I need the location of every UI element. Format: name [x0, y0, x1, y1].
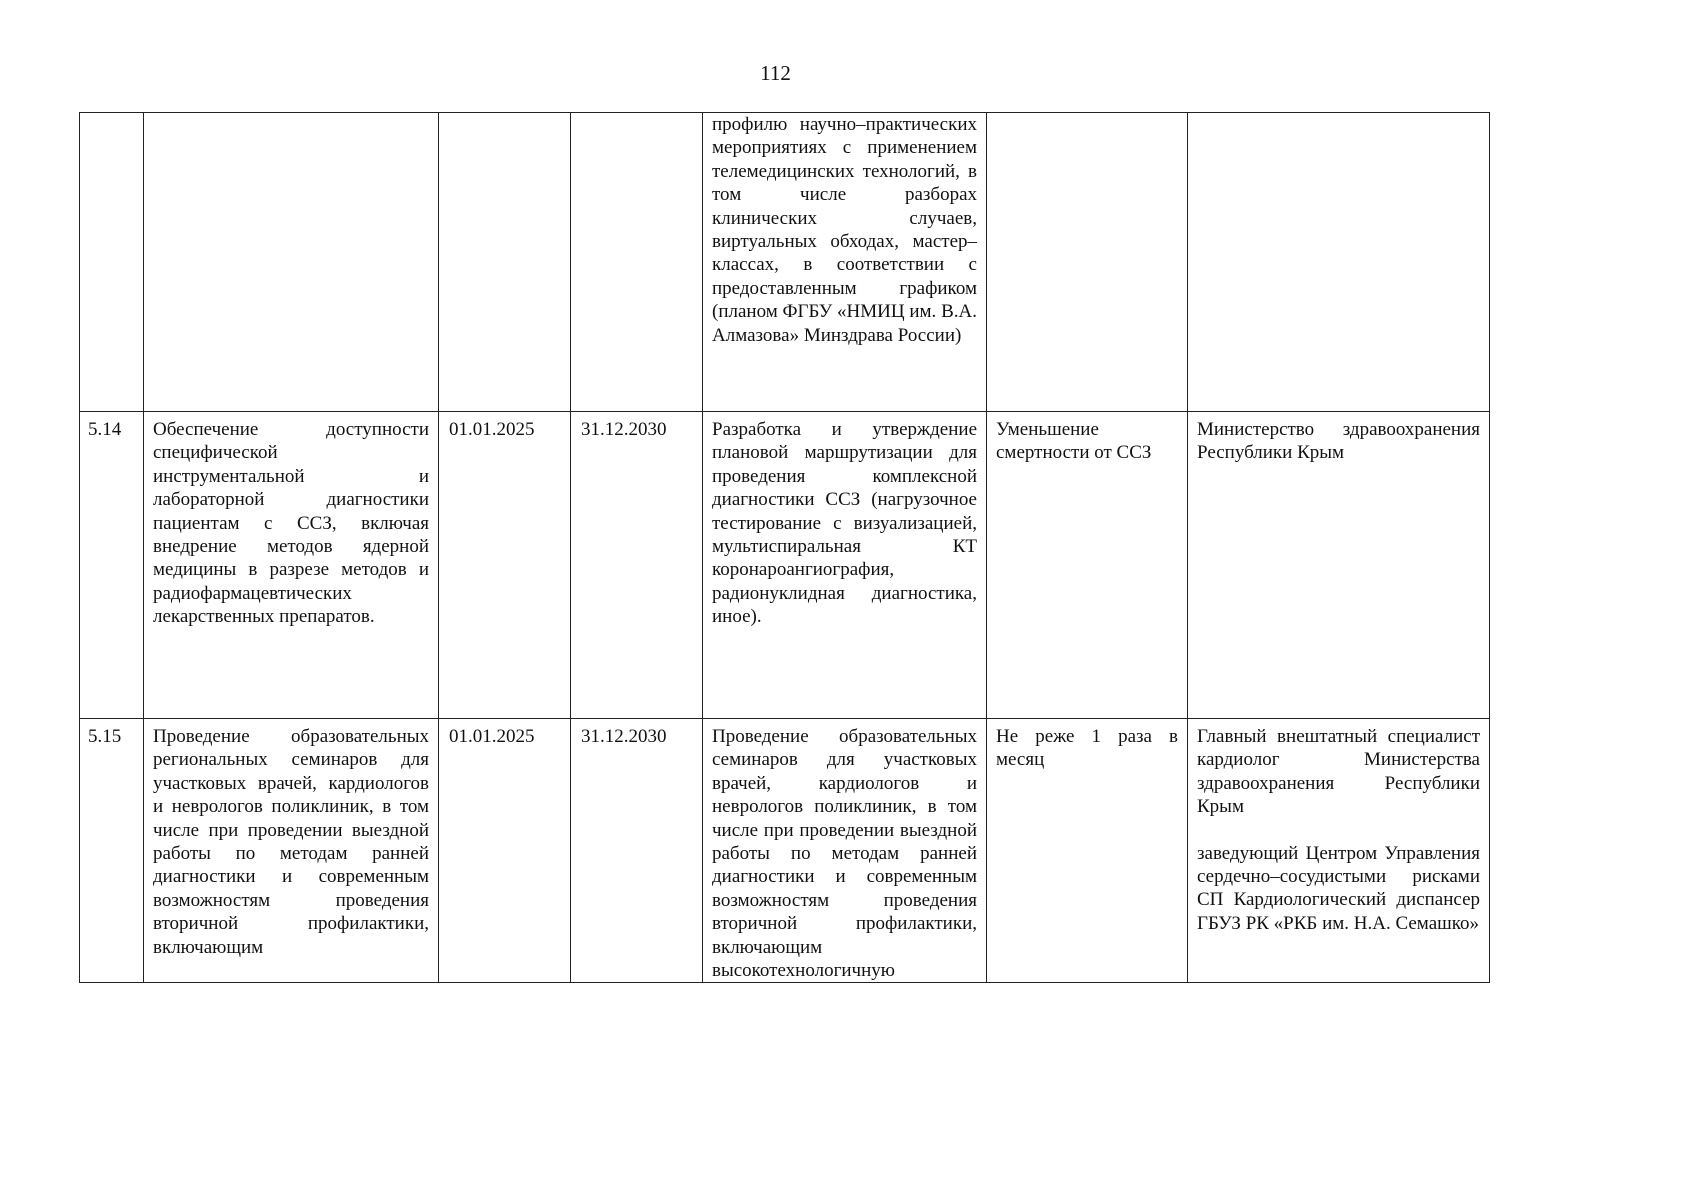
cell-end-date: 31.12.2030 [571, 412, 703, 719]
cell-activity: Обеспечение доступности специфической инструментальной и лабораторной диагностики пациентам с ССЗ, включая внедрение методов ядерной медицины в разрезе методов и радиофармацевтических лекарственных препаратов. [144, 412, 439, 719]
cell-responsible [1188, 719, 1490, 983]
cell-description: Разработка и утверждение плановой маршрутизации для проведения комплексной диагностики ССЗ (нагрузочное тестирование с визуализацией, мультиспиральная КТ коронароангиография, радионуклидная диагностика, иное). [703, 412, 987, 719]
cell-responsible: Министерство здравоохранения Республики Крым [1188, 412, 1490, 719]
cell-number: 5.15 [80, 719, 144, 983]
cell-number: 5.14 [80, 412, 144, 719]
table-row-5-15 [80, 719, 1490, 983]
cell-description: профилю научно–практических мероприятиях с применением телемедицинских технологий, в том числе разборах клинических случаев, виртуальных обходах, мастер– классах, в соответствии с предоставленным графиком (планом ФГБУ «НМИЦ им. В.А. Алмазова» Минздрава России) [703, 113, 987, 412]
table-row-continuation [80, 113, 1490, 412]
cell-start-date [439, 113, 571, 412]
cell-activity [144, 113, 439, 412]
cell-description: Проведение образовательных семинаров для участковых врачей, кардиологов и неврологов поликлиник, в том числе при проведении выездной работы по методам ранней диагностики и современным возможностям проведения вторичной профилактики, включающим высокотехнологичную [703, 719, 987, 983]
cell-result: Уменьшение смертности от ССЗ [987, 412, 1188, 719]
cell-end-date [571, 113, 703, 412]
responsible-chief-specialist: Главный внештатный специалист кардиолог Министерства здравоохранения Республики Крым [1197, 726, 1480, 818]
cell-start-date: 01.01.2025 [439, 412, 571, 719]
table-row-5-14 [80, 412, 1490, 719]
responsible-center-head: заведующий Центром Управления сердечно–сосудистыми рисками СП Кардиологический диспансер ГБУЗ РК «РКБ им. Н.А. Семашко» [1197, 842, 1480, 934]
activities-table [79, 112, 1490, 983]
cell-end-date: 31.12.2030 [571, 719, 703, 983]
cell-start-date: 01.01.2025 [439, 719, 571, 983]
cell-number [80, 113, 144, 412]
page-number: 112 [760, 61, 791, 85]
responsible-spacer [1197, 819, 1480, 842]
cell-result: Не реже 1 раза в месяц [987, 719, 1188, 983]
cell-responsible [1188, 113, 1490, 412]
cell-activity: Проведение образовательных региональных семинаров для участковых врачей, кардиологов и неврологов поликлиник, в том числе при проведении выездной работы по методам ранней диагностики и современным возможностям проведения вторичной профилактики, включающим [144, 719, 439, 983]
cell-result [987, 113, 1188, 412]
